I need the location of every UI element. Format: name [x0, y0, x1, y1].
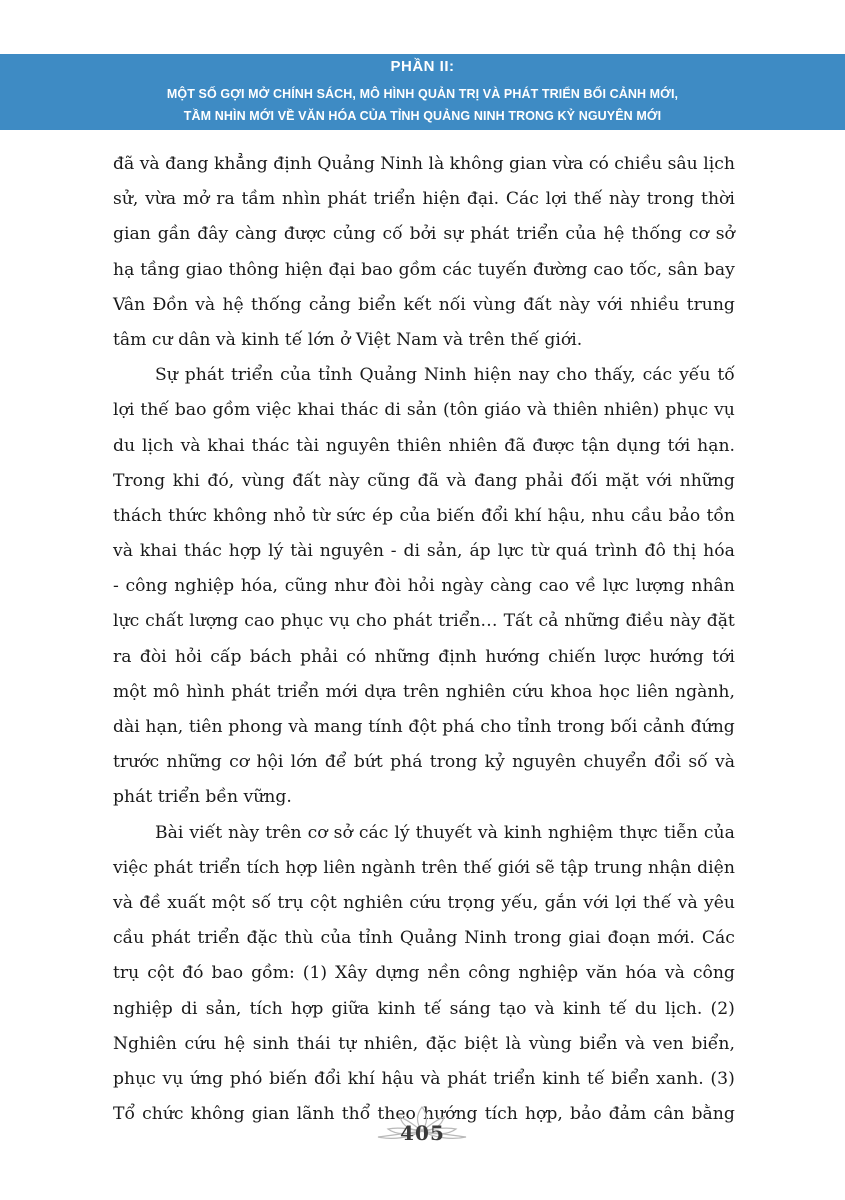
- body-text: [113, 147, 735, 1132]
- text-line: Nghiên cứu hệ sinh thái tự nhiên, đặc biệt là vùng biển và ven biển,: [113, 1033, 735, 1054]
- text-line: Trong khi đó, vùng đất này cũng đã và đang phải đối mặt với những: [113, 470, 735, 491]
- text-line: hạ tầng giao thông hiện đại bao gồm các tuyến đường cao tốc, sân bay: [113, 259, 735, 280]
- section-subtitle-line-2: TẦM NHÌN MỚI VỀ VĂN HÓA CỦA TỈNH QUẢNG NINH TRONG KỶ NGUYÊN MỚI: [183, 109, 662, 123]
- text-line: việc phát triển tích hợp liên ngành trên thế giới sẽ tập trung nhận diện: [113, 857, 735, 878]
- text-line: ra đòi hỏi cấp bách phải có những định hướng chiến lược hướng tới: [113, 646, 735, 667]
- text-line: du lịch và khai thác tài nguyên thiên nhiên đã được tận dụng tới hạn.: [113, 435, 735, 456]
- page-number: 405: [400, 1121, 445, 1145]
- section-title: PHẦN II:: [390, 58, 455, 75]
- text-line: nghiệp di sản, tích hợp giữa kinh tế sáng tạo và kinh tế du lịch. (2): [113, 998, 735, 1019]
- text-line: một mô hình phát triển mới dựa trên nghiên cứu khoa học liên ngành,: [113, 681, 735, 702]
- text-line: sử, vừa mở ra tầm nhìn phát triển hiện đại. Các lợi thế này trong thời: [113, 189, 735, 210]
- section-subtitle-line-1: MỘT SỐ GỢI MỞ CHÍNH SÁCH, MÔ HÌNH QUẢN TRỊ VÀ PHÁT TRIỂN BỐI CẢNH MỚI,: [166, 87, 679, 101]
- text-line: thách thức không nhỏ từ sức ép của biến đổi khí hậu, nhu cầu bảo tồn: [113, 505, 735, 526]
- text-line: phát triển bền vững.: [113, 787, 292, 808]
- text-line: trụ cột đó bao gồm: (1) Xây dựng nền công nghiệp văn hóa và công: [113, 963, 735, 984]
- paragraph-first-line: Sự phát triển của tỉnh Quảng Ninh hiện nay cho thấy, các yếu tố: [155, 365, 735, 386]
- paragraph-first-line: Bài viết này trên cơ sở các lý thuyết và kinh nghiệm thực tiễn của: [155, 822, 735, 843]
- page-footer: [0, 1103, 845, 1163]
- text-line: - công nghiệp hóa, cũng như đòi hỏi ngày càng cao về lực lượng nhân: [113, 576, 735, 597]
- text-line: Tổ chức không gian lãnh thổ theo hướng tích hợp, bảo đảm cân bằng: [113, 1104, 735, 1125]
- text-line: đã và đang khẳng định Quảng Ninh là không gian vừa có chiều sâu lịch: [113, 154, 735, 174]
- text-line: dài hạn, tiên phong và mang tính đột phá cho tỉnh trong bối cảnh đứng: [113, 717, 735, 737]
- text-line: và đề xuất một số trụ cột nghiên cứu trọng yếu, gắn với lợi thế và yêu: [113, 892, 735, 913]
- text-line: lợi thế bao gồm việc khai thác di sản (tôn giáo và thiên nhiên) phục vụ: [113, 400, 735, 421]
- text-line: cầu phát triển đặc thù của tỉnh Quảng Ninh trong giai đoạn mới. Các: [113, 928, 735, 949]
- section-header-band: [0, 54, 845, 130]
- text-line: tâm cư dân và kinh tế lớn ở Việt Nam và trên thế giới.: [113, 329, 583, 350]
- text-line: gian gần đây càng được củng cố bởi sự phát triển của hệ thống cơ sở: [113, 224, 735, 245]
- text-line: phục vụ ứng phó biến đổi khí hậu và phát triển kinh tế biển xanh. (3): [113, 1068, 735, 1089]
- text-line: và khai thác hợp lý tài nguyên - di sản, áp lực từ quá trình đô thị hóa: [113, 541, 735, 562]
- text-line: trước những cơ hội lớn để bứt phá trong kỷ nguyên chuyển đổi số và: [113, 752, 735, 773]
- text-line: Vân Đồn và hệ thống cảng biển kết nối vùng đất này với nhiều trung: [113, 294, 735, 315]
- text-line: lực chất lượng cao phục vụ cho phát triển… Tất cả những điều này đặt: [113, 611, 735, 632]
